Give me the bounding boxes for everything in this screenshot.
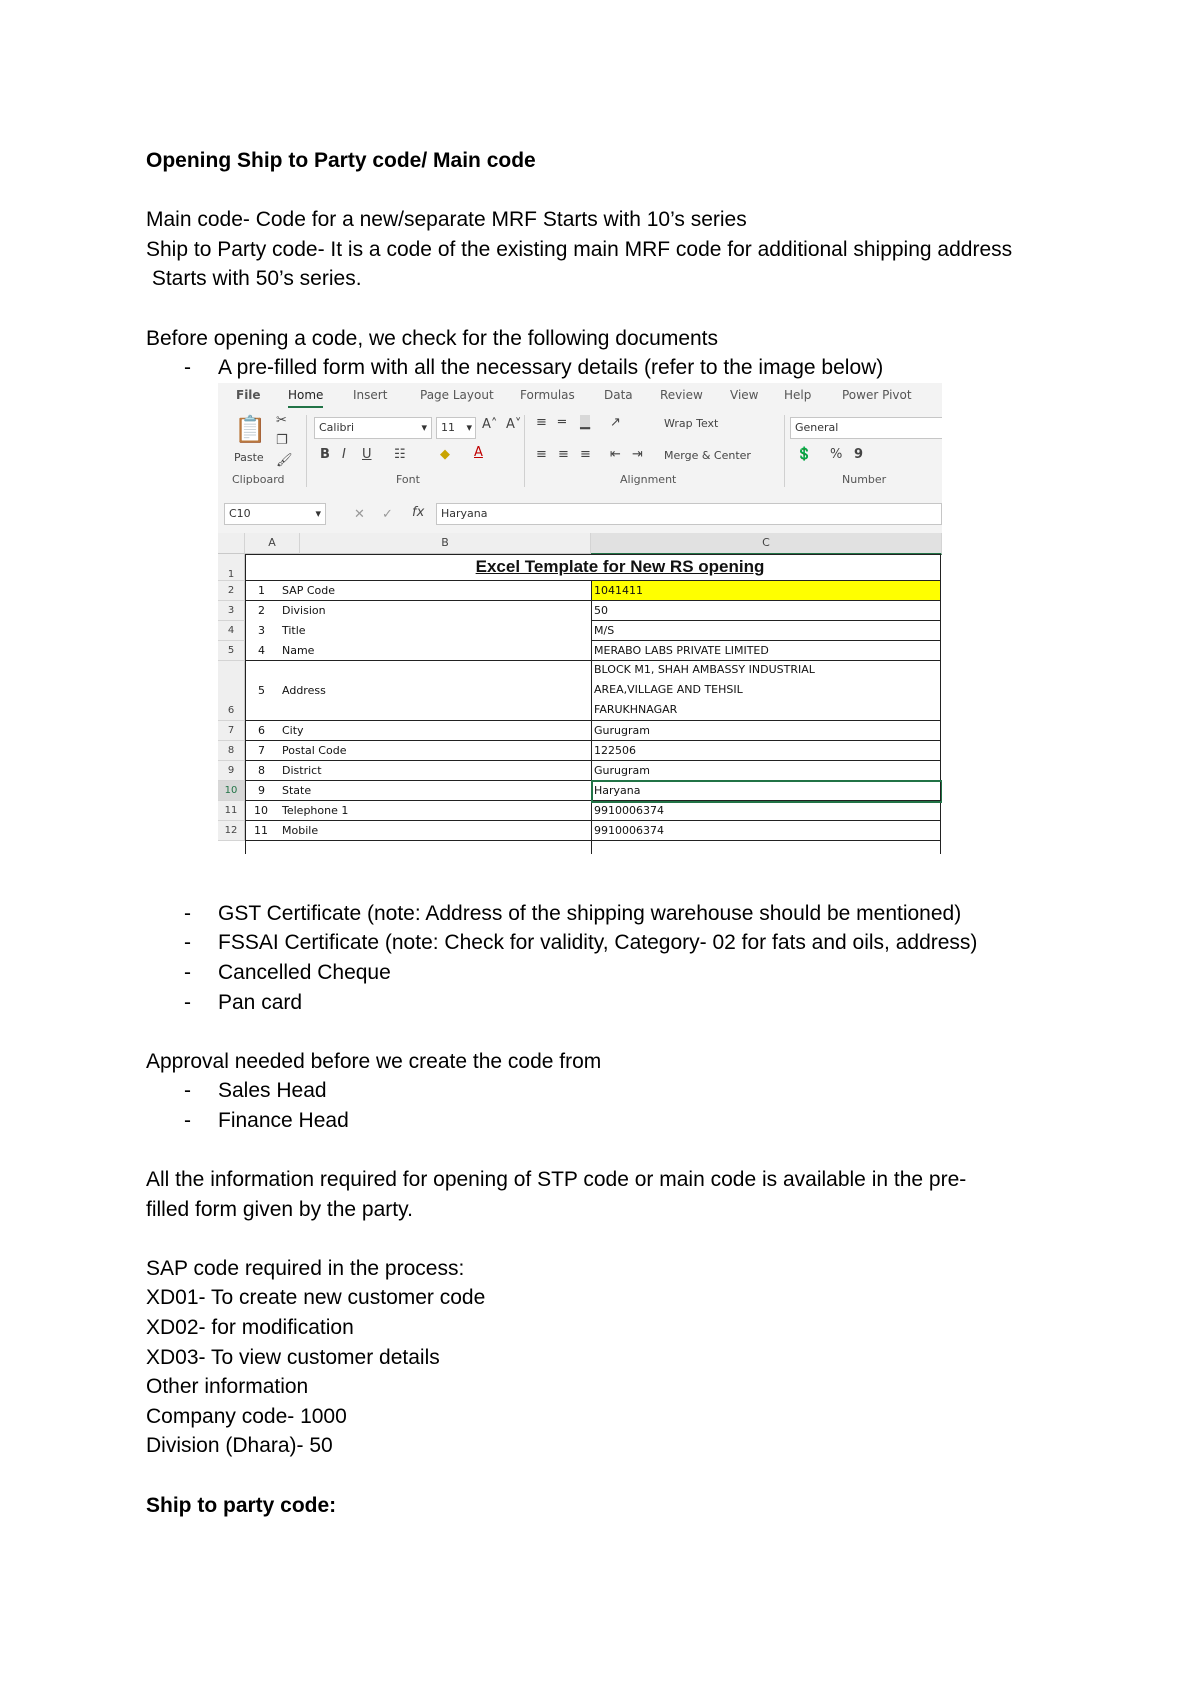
- wrap-text-button[interactable]: Wrap Text: [664, 417, 719, 430]
- cancel-entry-icon[interactable]: ✕: [354, 507, 365, 522]
- row-value: 50: [594, 604, 608, 617]
- approval-finance-head: - Finance Head: [146, 1106, 1086, 1136]
- chevron-down-icon: ▾: [421, 421, 427, 434]
- other-information: Other information: [146, 1375, 309, 1399]
- font-size-select[interactable]: [436, 417, 476, 439]
- document-item-pan: - Pan card: [146, 988, 1086, 1018]
- format-painter-icon[interactable]: 🖌: [276, 453, 293, 468]
- confirm-entry-icon[interactable]: ✓: [382, 507, 393, 522]
- row-label: City: [282, 724, 304, 737]
- row-header[interactable]: 9: [218, 761, 245, 781]
- font-color-icon[interactable]: A: [474, 445, 483, 460]
- row-header[interactable]: 11: [218, 801, 245, 821]
- row-value-line: BLOCK M1, SHAH AMBASSY INDUSTRIAL: [594, 663, 815, 676]
- comma-style-icon[interactable]: 9: [854, 447, 864, 462]
- selected-cell-c10[interactable]: [591, 780, 942, 803]
- row-label: State: [282, 784, 312, 797]
- row-number: 11: [254, 824, 268, 837]
- row-label: District: [282, 764, 322, 777]
- name-box-value: C10: [229, 507, 251, 520]
- underline-icon[interactable]: U: [362, 447, 372, 462]
- insert-function-icon[interactable]: fx: [412, 505, 425, 520]
- cut-icon[interactable]: ✂: [276, 413, 287, 428]
- tab-formulas[interactable]: Formulas: [520, 388, 575, 402]
- formula-bar-row: [218, 499, 942, 529]
- spreadsheet-grid: [218, 533, 942, 877]
- row-header[interactable]: 8: [218, 741, 245, 761]
- paste-button[interactable]: Paste: [234, 451, 264, 464]
- group-number: Number: [842, 473, 887, 486]
- orientation-icon[interactable]: ↗: [610, 415, 621, 430]
- select-all-corner[interactable]: [218, 533, 245, 554]
- row-label: Name: [282, 644, 315, 657]
- row-value-line: FARUKHNAGAR: [594, 703, 678, 716]
- row-label: Mobile: [282, 824, 319, 837]
- column-header-c[interactable]: C: [591, 533, 942, 555]
- row-value: M/S: [594, 624, 615, 637]
- row-number: 2: [258, 604, 265, 617]
- excel-screenshot: [218, 383, 942, 877]
- row-header[interactable]: 5: [218, 641, 245, 661]
- tab-file[interactable]: File: [236, 388, 261, 402]
- chevron-down-icon: ▾: [315, 507, 321, 520]
- tab-review[interactable]: Review: [660, 388, 703, 402]
- group-font: Font: [396, 473, 420, 486]
- tab-home[interactable]: Home: [288, 388, 324, 402]
- ribbon: [218, 409, 942, 489]
- row-label: Title: [282, 624, 306, 637]
- group-clipboard: Clipboard: [232, 473, 285, 486]
- fill-color-icon[interactable]: ◆: [440, 447, 450, 462]
- decrease-font-icon[interactable]: A˅: [506, 417, 522, 432]
- company-code: Company code- 1000: [146, 1404, 347, 1428]
- paste-icon[interactable]: 📋: [234, 415, 267, 445]
- copy-icon[interactable]: ❐: [276, 433, 288, 448]
- align-right-icon[interactable]: ≡: [580, 447, 591, 462]
- document-item-fssai: - FSSAI Certificate (note: Check for validity, Category- 02 for fats and oils, address): [146, 928, 1086, 958]
- sap-intro: SAP code required in the process:: [146, 1256, 465, 1280]
- ribbon-tabs: [218, 383, 942, 407]
- approval-sales-head: - Sales Head: [146, 1076, 1086, 1106]
- tab-power-pivot[interactable]: Power Pivot: [842, 388, 912, 402]
- tab-page-layout[interactable]: Page Layout: [420, 388, 494, 402]
- definition-ship-to-party: Ship to Party code- It is a code of the existing main MRF code for additional shipping address: [146, 237, 1013, 261]
- align-top-icon[interactable]: ≡: [536, 415, 547, 430]
- chevron-down-icon: ▾: [466, 421, 472, 434]
- percent-icon[interactable]: %: [830, 447, 843, 462]
- font-name-select[interactable]: [314, 417, 432, 439]
- documents-intro: Before opening a code, we check for the following documents: [146, 326, 719, 350]
- row-label: Division: [282, 604, 326, 617]
- row-header[interactable]: 4: [218, 621, 245, 641]
- sap-code-xd02: XD02- for modification: [146, 1316, 354, 1340]
- row-value: Haryana: [594, 784, 641, 797]
- increase-font-icon[interactable]: A˄: [482, 417, 498, 432]
- accounting-format-icon[interactable]: 💲: [796, 447, 813, 462]
- number-format-select[interactable]: General: [790, 417, 942, 439]
- tab-data[interactable]: Data: [604, 388, 633, 402]
- sap-code-highlight: [591, 581, 941, 600]
- definition-main-code: Main code- Code for a new/separate MRF Starts with 10’s series: [146, 208, 747, 232]
- division-info: Division (Dhara)- 50: [146, 1434, 333, 1458]
- row-number: 4: [258, 644, 265, 657]
- row-number: 1: [258, 584, 265, 597]
- document-item-gst: - GST Certificate (note: Address of the shipping warehouse should be mentioned): [146, 899, 1086, 929]
- approval-intro: Approval needed before we create the code from: [146, 1049, 602, 1073]
- column-header-b[interactable]: B: [300, 533, 591, 554]
- italic-icon[interactable]: I: [342, 447, 346, 462]
- column-header-a[interactable]: A: [245, 533, 300, 554]
- tab-view[interactable]: View: [730, 388, 759, 402]
- row-header-selected[interactable]: 10: [218, 781, 245, 801]
- align-bottom-icon[interactable]: ▁: [580, 415, 590, 430]
- row-header[interactable]: 1: [218, 554, 245, 581]
- tab-insert[interactable]: Insert: [353, 388, 388, 402]
- row-label: Address: [282, 684, 326, 697]
- info-line-2: filled form given by the party.: [146, 1197, 413, 1221]
- align-middle-icon[interactable]: ═: [558, 415, 566, 430]
- row-value: MERABO LABS PRIVATE LIMITED: [594, 644, 769, 657]
- info-line-1: All the information required for opening of STP code or main code is available in the pre-: [146, 1168, 967, 1192]
- document-item-cheque: - Cancelled Cheque: [146, 958, 1086, 988]
- font-size-value: 11: [441, 421, 455, 434]
- font-name-value: Calibri: [319, 421, 355, 434]
- row-value-line: AREA,VILLAGE AND TEHSIL: [594, 683, 743, 696]
- sap-code-xd03: XD03- To view customer details: [146, 1345, 440, 1369]
- document-heading: Opening Ship to Party code/ Main code: [146, 149, 536, 172]
- row-number: 5: [258, 684, 265, 697]
- row-value: Gurugram: [594, 764, 650, 777]
- row-header[interactable]: 12: [218, 821, 245, 841]
- row-number: 6: [258, 724, 265, 737]
- row-header[interactable]: 6: [218, 661, 245, 721]
- row-label: Postal Code: [282, 744, 347, 757]
- definition-ship-to-party-series: Starts with 50’s series.: [146, 267, 362, 291]
- row-value: 122506: [594, 744, 636, 757]
- row-header[interactable]: 2: [218, 581, 245, 601]
- tab-help[interactable]: Help: [784, 388, 812, 402]
- row-number: 8: [258, 764, 265, 777]
- decrease-indent-icon[interactable]: ⇤: [610, 447, 621, 462]
- bold-icon[interactable]: B: [320, 447, 330, 462]
- row-number: 10: [254, 804, 268, 817]
- row-number: 9: [258, 784, 265, 797]
- row-value: 9910006374: [594, 824, 664, 837]
- row-value: 9910006374: [594, 804, 664, 817]
- row-label: SAP Code: [282, 584, 336, 597]
- template-title: Excel Template for New RS opening: [475, 557, 765, 576]
- name-box[interactable]: [224, 503, 326, 525]
- row-value: Gurugram: [594, 724, 650, 737]
- document-item-prefilled-form: - A pre-filled form with all the necessary details (refer to the image below): [146, 353, 1086, 383]
- increase-indent-icon[interactable]: ⇥: [632, 447, 643, 462]
- row-value: 1041411: [594, 584, 643, 597]
- row-header[interactable]: 3: [218, 601, 245, 621]
- align-left-icon[interactable]: ≡: [536, 447, 547, 462]
- ship-to-party-heading: Ship to party code:: [146, 1493, 337, 1517]
- group-alignment: Alignment: [620, 473, 677, 486]
- merge-center-button[interactable]: Merge & Center: [664, 449, 751, 462]
- row-number: 7: [258, 744, 265, 757]
- align-center-icon[interactable]: ≡: [558, 447, 569, 462]
- row-header[interactable]: 7: [218, 721, 245, 741]
- row-label: Telephone 1: [282, 804, 349, 817]
- formula-input[interactable]: Haryana: [436, 503, 942, 525]
- sap-code-xd01: XD01- To create new customer code: [146, 1286, 486, 1310]
- borders-icon[interactable]: ☷: [394, 447, 406, 462]
- row-number: 3: [258, 624, 265, 637]
